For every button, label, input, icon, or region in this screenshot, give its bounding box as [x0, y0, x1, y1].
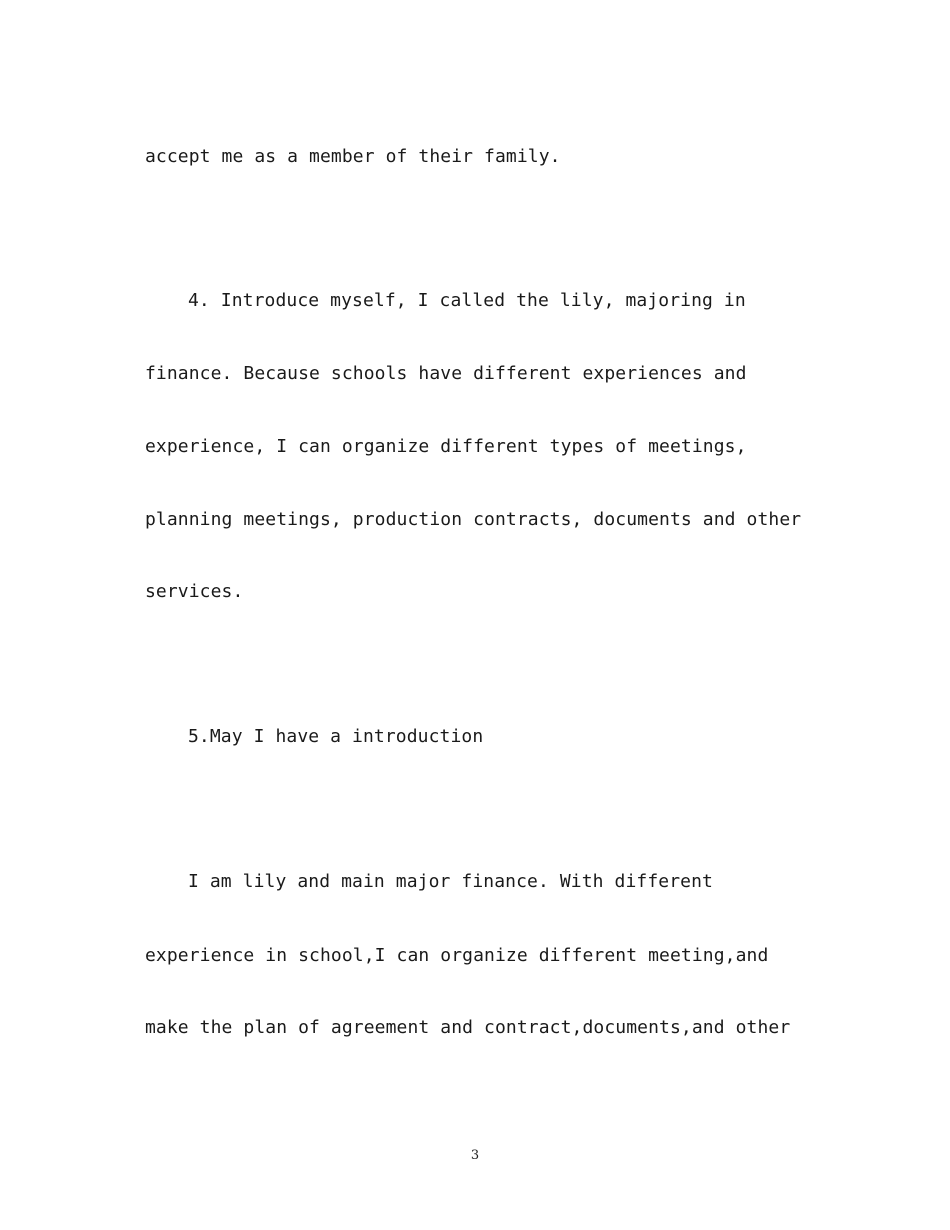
paragraph-line: make the plan of agreement and contract,documents,and other [145, 1017, 791, 1038]
paragraph-line: experience in school,I can organize different meeting,and [145, 945, 769, 966]
paragraph-line: accept me as a member of their family. [145, 146, 561, 167]
paragraph-line: finance. Because schools have different experiences and [145, 363, 747, 384]
paragraph-line: planning meetings, production contracts, documents and other [145, 509, 802, 530]
item-5-heading-line: 5.May I have a introduction [188, 726, 484, 747]
paragraph-line: experience, I can organize different types of meetings, [145, 436, 747, 457]
paragraph-line: services. [145, 581, 244, 602]
paragraph-line: I am lily and main major finance. With different [188, 871, 713, 892]
item-4-heading-line: 4. Introduce myself, I called the lily, majoring in [188, 290, 746, 311]
page-number: 3 [470, 1148, 480, 1163]
